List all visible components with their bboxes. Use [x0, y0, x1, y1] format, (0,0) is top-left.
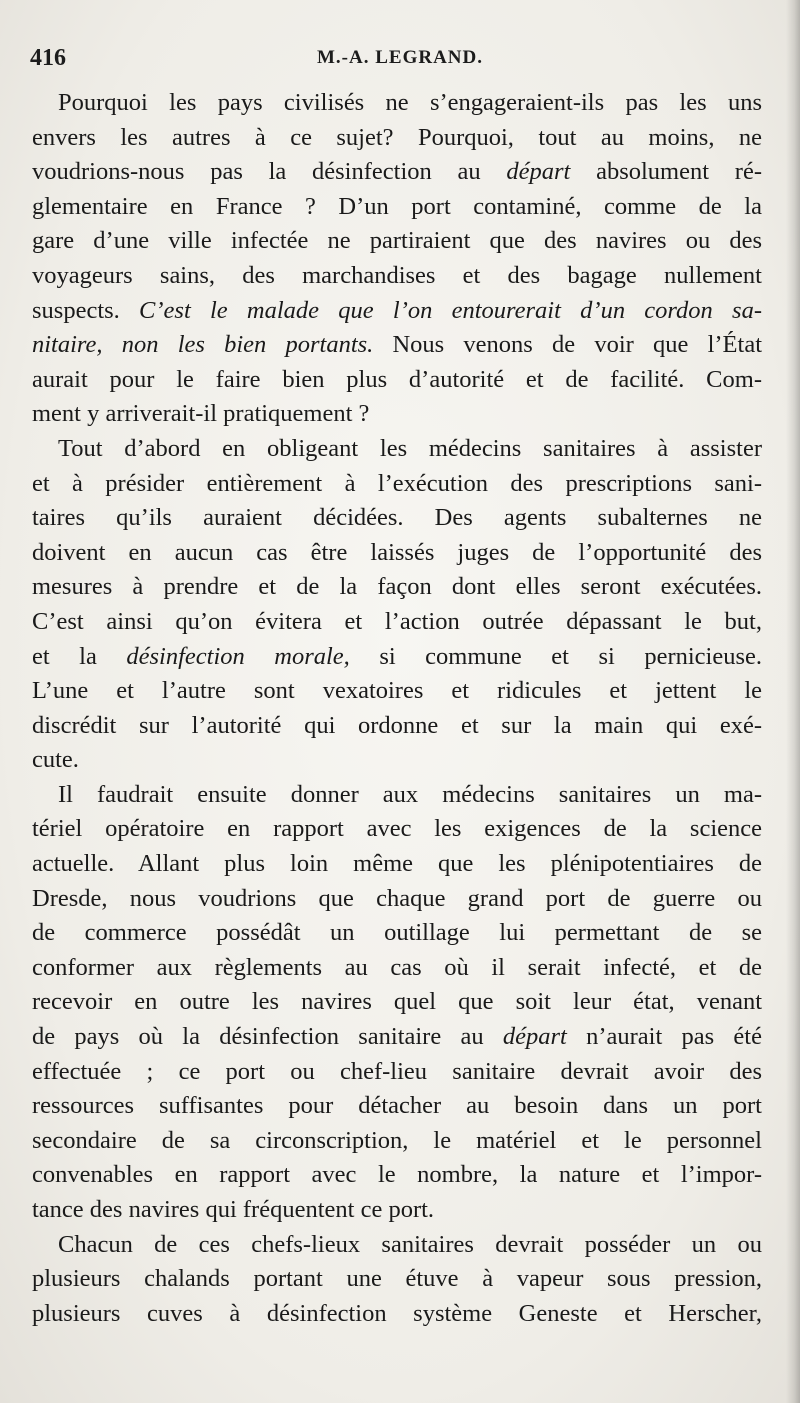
text-line [32, 640, 762, 675]
page-number: 416 [30, 45, 66, 71]
text-run: discrédit sur l’autorité qui ordonne et sur la main qui exé- [32, 711, 762, 739]
text-run: ressources suffisantes pour détacher au besoin dans un port [32, 1092, 762, 1120]
text-line [32, 605, 762, 640]
text-run: et à présider entièrement à l’exécution des prescriptions sani- [32, 469, 762, 497]
text-line [32, 709, 762, 744]
text-line [32, 363, 762, 398]
italic-text-run: départ [502, 1023, 567, 1051]
text-line [32, 1124, 762, 1159]
page-edge-shadow [786, 0, 800, 1403]
text-run: tériel opératoire en rapport avec les exigences de la science [32, 815, 762, 843]
text-run: conformer aux règlements au cas où il serait infecté, et de [32, 953, 762, 981]
text-run: doivent en aucun cas être laissés juges de l’opportunité des [32, 538, 762, 566]
italic-text-run: C’est le malade que l’on entourerait d’un cordon sa- [139, 296, 762, 324]
body-text [32, 86, 762, 1331]
text-line [32, 1089, 762, 1124]
text-run: effectuée ; ce port ou chef-lieu sanitaire devrait avoir des [32, 1057, 762, 1085]
text-line [32, 536, 762, 571]
text-line [32, 674, 762, 709]
text-run: taires qu’ils auraient décidées. Des agents subalternes ne [32, 504, 762, 532]
text-line [32, 570, 762, 605]
text-run: tance des navires qui fréquentent ce port. [32, 1196, 435, 1223]
text-line [32, 1193, 762, 1228]
text-line [32, 294, 762, 329]
text-line [32, 743, 762, 778]
text-line [32, 259, 762, 294]
text-run: actuelle. Allant plus loin même que les plénipotentiaires de [32, 850, 762, 878]
italic-text-run: désinfection morale, [126, 642, 350, 670]
text-run: ment y arriverait-il pratiquement ? [32, 400, 370, 428]
text-line [32, 121, 762, 156]
text-run: envers les autres à ce sujet? Pourquoi, tout au moins, ne [32, 123, 762, 151]
text-run: si commune et si pernicieuse. [349, 642, 762, 670]
text-run: Il faudrait ensuite donner aux médecins sanitaires un ma- [58, 780, 762, 808]
text-run: Tout d’abord en obligeant les médecins sanitaires à assister [58, 434, 762, 462]
text-line [32, 778, 762, 813]
text-run: n’aurait pas été [566, 1023, 762, 1051]
text-run: glementaire en France ? D’un port contaminé, comme de la [32, 192, 762, 220]
text-line [32, 951, 762, 986]
text-run: Chacun de ces chefs-lieux sanitaires devrait posséder un ou [58, 1230, 762, 1258]
text-run: cute. [32, 746, 79, 774]
text-run: gare d’une ville infectée ne partiraient que des navires ou des [32, 227, 762, 255]
text-run: L’une et l’autre sont vexatoires et ridicules et jettent le [32, 677, 762, 705]
italic-text-run: départ [506, 158, 571, 186]
text-run: convenables en rapport avec le nombre, la nature et l’impor- [32, 1161, 762, 1189]
text-run: voudrions-nous pas la désinfection au [32, 158, 507, 186]
text-line [32, 190, 762, 225]
text-line [32, 847, 762, 882]
text-line [32, 467, 762, 502]
text-line [32, 985, 762, 1020]
text-line [32, 1055, 762, 1090]
text-line [32, 432, 762, 467]
text-line [32, 397, 762, 432]
text-line [32, 1158, 762, 1193]
text-line [32, 1262, 762, 1297]
text-run: Dresde, nous voudrions que chaque grand port de guerre ou [32, 884, 762, 912]
text-run: Pourquoi les pays civilisés ne s’engageraient-ils pas les uns [58, 89, 762, 116]
text-run: de pays où la désinfection sanitaire au [32, 1023, 503, 1051]
text-run: mesures à prendre et de la façon dont elles seront exécutées. [32, 573, 762, 601]
text-line [32, 501, 762, 536]
text-run: absolument ré- [570, 158, 762, 186]
text-line [32, 86, 762, 121]
text-line [32, 1020, 762, 1055]
text-line [32, 812, 762, 847]
text-line [32, 882, 762, 917]
text-run: plusieurs chalands portant une étuve à vapeur sous pression, [32, 1265, 762, 1293]
italic-text-run: nitaire, non les bien portants. [32, 331, 374, 359]
text-run: Nous venons de voir que l’État [373, 331, 762, 359]
text-line [32, 1228, 762, 1263]
text-run: C’est ainsi qu’on évitera et l’action outrée dépassant le but, [32, 607, 762, 635]
text-line [32, 916, 762, 951]
text-line [32, 155, 762, 190]
text-run: et la [32, 642, 127, 670]
text-run: recevoir en outre les navires quel que soit leur état, venant [32, 988, 762, 1016]
text-run: voyageurs sains, des marchandises et des bagage nullement [32, 261, 762, 289]
text-run: plusieurs cuves à désinfection système Geneste et Herscher, [32, 1299, 762, 1327]
text-line [32, 328, 762, 363]
text-run: suspects. [32, 296, 140, 324]
text-run: aurait pour le faire bien plus d’autorité et de facilité. Com- [32, 365, 762, 393]
page-header [30, 45, 770, 75]
text-run: de commerce possédât un outillage lui permettant de se [32, 919, 762, 947]
text-run: secondaire de sa circonscription, le matériel et le personnel [32, 1126, 762, 1154]
text-line [32, 1297, 762, 1332]
text-line [32, 224, 762, 259]
running-head: M.-A. LEGRAND. [317, 47, 483, 68]
